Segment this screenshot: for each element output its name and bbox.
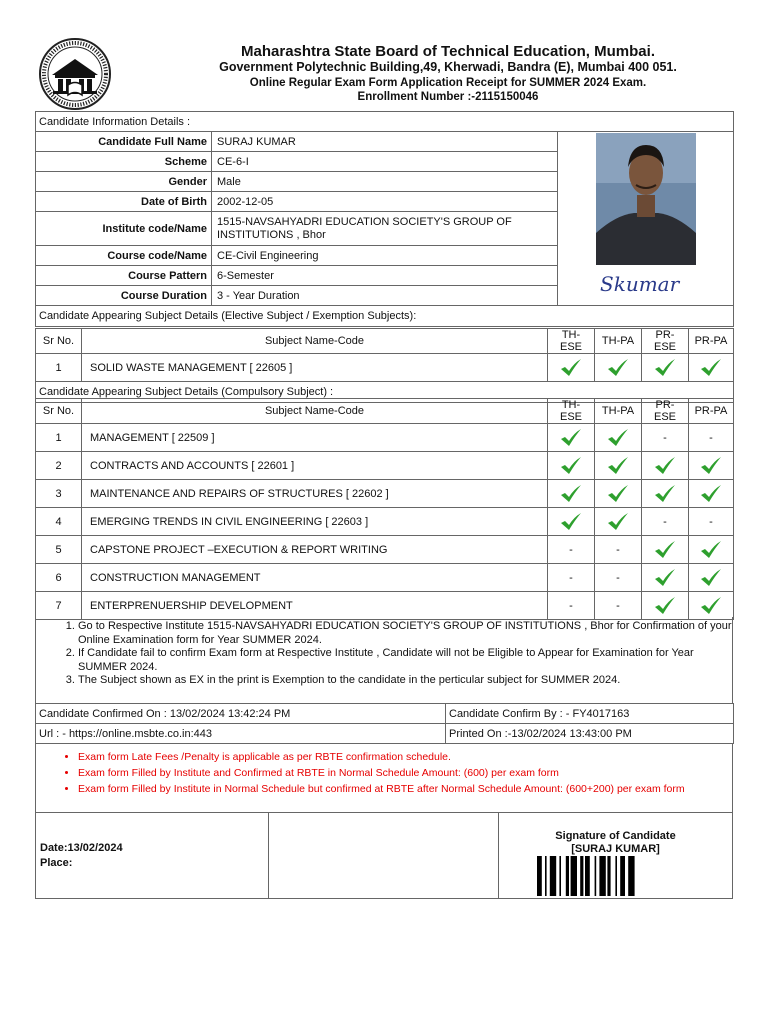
enrollment-number: Enrollment Number :-2115150046 (357, 91, 539, 103)
subject-name: SOLID WASTE MANAGEMENT [ 22605 ] (82, 354, 548, 382)
candidate-photo (596, 133, 696, 301)
column-header: Sr No. (36, 329, 82, 354)
fee-notes-box (35, 743, 733, 813)
tick-icon (654, 541, 676, 559)
tick-icon (607, 359, 629, 377)
serial-number: 2 (36, 452, 82, 480)
status-cell (548, 354, 595, 382)
photo-cell (558, 132, 734, 306)
status-cell (642, 480, 689, 508)
column-header: Sr No. (36, 399, 82, 424)
field-value-institute: 1515-NAVSAHYADRI EDUCATION SOCIETY'S GROUP OF INSTITUTIONS , Bhor (212, 212, 558, 246)
serial-number: 5 (36, 536, 82, 564)
field-label: Date of Birth (36, 192, 212, 212)
status-cell (548, 536, 595, 564)
instruction-item: 1. Go to Respective Institute 1515-NAVSAHYADRI EDUCATION SOCIETY'S GROUP OF INSTITUTIONS , Bhor for Confirmation of your Online Examination form for Year SUMMER 2024. (78, 620, 732, 647)
tick-icon (700, 457, 722, 475)
tick-icon (607, 485, 629, 503)
fee-note: • Exam form Filled by Institute in Normal Schedule but confirmed at RBTE after Normal Schedule Amount: (600+200) per exam form (78, 781, 732, 797)
board-address: Government Polytechnic Building,49, Kherwadi, Bandra (E), Mumbai 400 051. (219, 60, 677, 74)
serial-number: 1 (36, 424, 82, 452)
signature-cell (499, 812, 732, 898)
status-cell (689, 592, 734, 620)
status-cell (548, 592, 595, 620)
tick-icon (560, 513, 582, 531)
tick-icon (560, 429, 582, 447)
column-header: Subject Name-Code (82, 399, 548, 424)
subject-name: ENTERPRENUERSHIP DEVELOPMENT (82, 592, 548, 620)
printed-on: Printed On :-13/02/2024 13:43:00 PM (446, 724, 734, 744)
column-header: TH-ESE (548, 399, 595, 424)
column-header: Subject Name-Code (82, 329, 548, 354)
subject-name: EMERGING TRENDS IN CIVIL ENGINEERING [ 22603 ] (82, 508, 548, 536)
column-header: PR-ESE (642, 399, 689, 424)
instructions-box (35, 617, 733, 704)
fee-note: • Exam form Filled by Institute and Confirmed at RBTE in Normal Schedule Amount: (600) per exam form (78, 765, 732, 781)
table-row (36, 424, 734, 452)
status-cell (689, 452, 734, 480)
field-value-gender: Male (212, 172, 558, 192)
board-title: Maharashtra State Board of Technical Education, Mumbai. (241, 43, 655, 60)
tick-icon (654, 485, 676, 503)
field-value-pattern: 6-Semester (212, 266, 558, 286)
serial-number: 7 (36, 592, 82, 620)
table-row (36, 480, 734, 508)
status-cell (548, 564, 595, 592)
candidate-info-heading: Candidate Information Details : (36, 112, 734, 132)
elective-heading: Candidate Appearing Subject Details (Elective Subject / Exemption Subjects): (36, 306, 734, 327)
instruction-item: 3. The Subject shown as EX in the print is Exemption to the candidate in the perticular subject for SUMMER 2024. (78, 674, 732, 688)
subject-name: CAPSTONE PROJECT –EXECUTION & REPORT WRITING (82, 536, 548, 564)
tick-icon (654, 597, 676, 615)
subject-name: MAINTENANCE AND REPAIRS OF STRUCTURES [ 22602 ] (82, 480, 548, 508)
tick-icon (700, 485, 722, 503)
status-cell (595, 508, 642, 536)
tick-icon (700, 597, 722, 615)
tick-icon (700, 541, 722, 559)
dash-mark: - (569, 543, 573, 556)
table-row (36, 508, 734, 536)
status-cell (642, 424, 689, 452)
field-value-scheme: CE-6-I (212, 152, 558, 172)
field-value-course: CE-Civil Engineering (212, 246, 558, 266)
print-place: Place: (40, 857, 73, 869)
tick-icon (560, 485, 582, 503)
serial-number: 6 (36, 564, 82, 592)
status-cell (642, 354, 689, 382)
compulsory-subject-table (35, 398, 734, 620)
tick-icon (560, 457, 582, 475)
tick-icon (700, 359, 722, 377)
column-header: PR-PA (689, 329, 734, 354)
confirmation-table (35, 703, 734, 744)
candidate-signature: Skumar (599, 272, 679, 296)
field-label: Institute code/Name (36, 212, 212, 246)
column-header: PR-PA (689, 399, 734, 424)
tick-icon (654, 569, 676, 587)
column-header: TH-PA (595, 399, 642, 424)
field-label: Course Pattern (36, 266, 212, 286)
signature-name: [SURAJ KUMAR] (571, 843, 660, 855)
serial-number: 3 (36, 480, 82, 508)
date-place-cell (36, 812, 269, 898)
print-date: Date:13/02/2024 (40, 842, 123, 854)
column-header: PR-ESE (642, 329, 689, 354)
dash-mark: - (569, 599, 573, 612)
subject-name: CONTRACTS AND ACCOUNTS [ 22601 ] (82, 452, 548, 480)
status-cell (595, 480, 642, 508)
field-value-dob: 2002-12-05 (212, 192, 558, 212)
tick-icon (560, 359, 582, 377)
status-cell (689, 536, 734, 564)
field-label: Course Duration (36, 286, 212, 306)
tick-icon (654, 359, 676, 377)
field-label: Course code/Name (36, 246, 212, 266)
dash-mark: - (709, 431, 713, 444)
tick-icon (654, 457, 676, 475)
status-cell (642, 592, 689, 620)
instruction-item: 2. If Candidate fail to confirm Exam form at Respective Institute , Candidate will not be Eligible to Appear for Examination for Year SUMMER 2024. (78, 647, 732, 674)
tick-icon (607, 429, 629, 447)
field-label: Gender (36, 172, 212, 192)
status-cell (595, 592, 642, 620)
signature-footer (35, 812, 733, 899)
dash-mark: - (569, 571, 573, 584)
field-value-full-name: SURAJ KUMAR (212, 132, 558, 152)
field-value-duration: 3 - Year Duration (212, 286, 558, 306)
status-cell (595, 452, 642, 480)
signature-label: Signature of Candidate (555, 830, 676, 842)
confirmed-on: Candidate Confirmed On : 13/02/2024 13:42:24 PM (36, 704, 446, 724)
status-cell (642, 536, 689, 564)
dash-mark: - (663, 431, 667, 444)
status-cell (548, 480, 595, 508)
table-row (36, 354, 734, 382)
status-cell (548, 452, 595, 480)
serial-number: 4 (36, 508, 82, 536)
column-header: TH-ESE (548, 329, 595, 354)
status-cell (548, 508, 595, 536)
serial-number: 1 (36, 354, 82, 382)
tick-icon (607, 457, 629, 475)
receipt-title: Online Regular Exam Form Application Receipt for SUMMER 2024 Exam. (249, 77, 647, 89)
confirm-by: Candidate Confirm By : - FY4017163 (446, 704, 734, 724)
dash-mark: - (616, 543, 620, 556)
status-cell (595, 354, 642, 382)
dash-mark: - (709, 515, 713, 528)
status-cell (595, 564, 642, 592)
blank-cell (269, 812, 499, 898)
subject-name: CONSTRUCTION MANAGEMENT (82, 564, 548, 592)
dash-mark: - (663, 515, 667, 528)
status-cell (689, 564, 734, 592)
elective-subject-table (35, 328, 734, 403)
status-cell (689, 354, 734, 382)
table-row (36, 452, 734, 480)
table-row (36, 592, 734, 620)
status-cell (642, 508, 689, 536)
dash-mark: - (616, 599, 620, 612)
status-cell (548, 424, 595, 452)
field-label: Scheme (36, 152, 212, 172)
fee-note: • Exam form Late Fees /Penalty is applicable as per RBTE confirmation schedule. (78, 749, 732, 765)
barcode-icon (537, 856, 687, 896)
status-cell (595, 424, 642, 452)
url-text: Url : - https://online.msbte.co.in:443 (36, 724, 446, 744)
tick-icon (700, 569, 722, 587)
status-cell (689, 508, 734, 536)
table-row (36, 564, 734, 592)
status-cell (642, 452, 689, 480)
status-cell (689, 480, 734, 508)
candidate-info-table (35, 111, 734, 327)
status-cell (642, 564, 689, 592)
msbte-logo-icon (38, 37, 112, 111)
table-row (36, 536, 734, 564)
field-label: Candidate Full Name (36, 132, 212, 152)
compulsory-heading: Candidate Appearing Subject Details (Compulsory Subject) : (36, 382, 734, 403)
column-header: TH-PA (595, 329, 642, 354)
dash-mark: - (616, 571, 620, 584)
subject-name: MANAGEMENT [ 22509 ] (82, 424, 548, 452)
tick-icon (607, 513, 629, 531)
status-cell (595, 536, 642, 564)
status-cell (689, 424, 734, 452)
